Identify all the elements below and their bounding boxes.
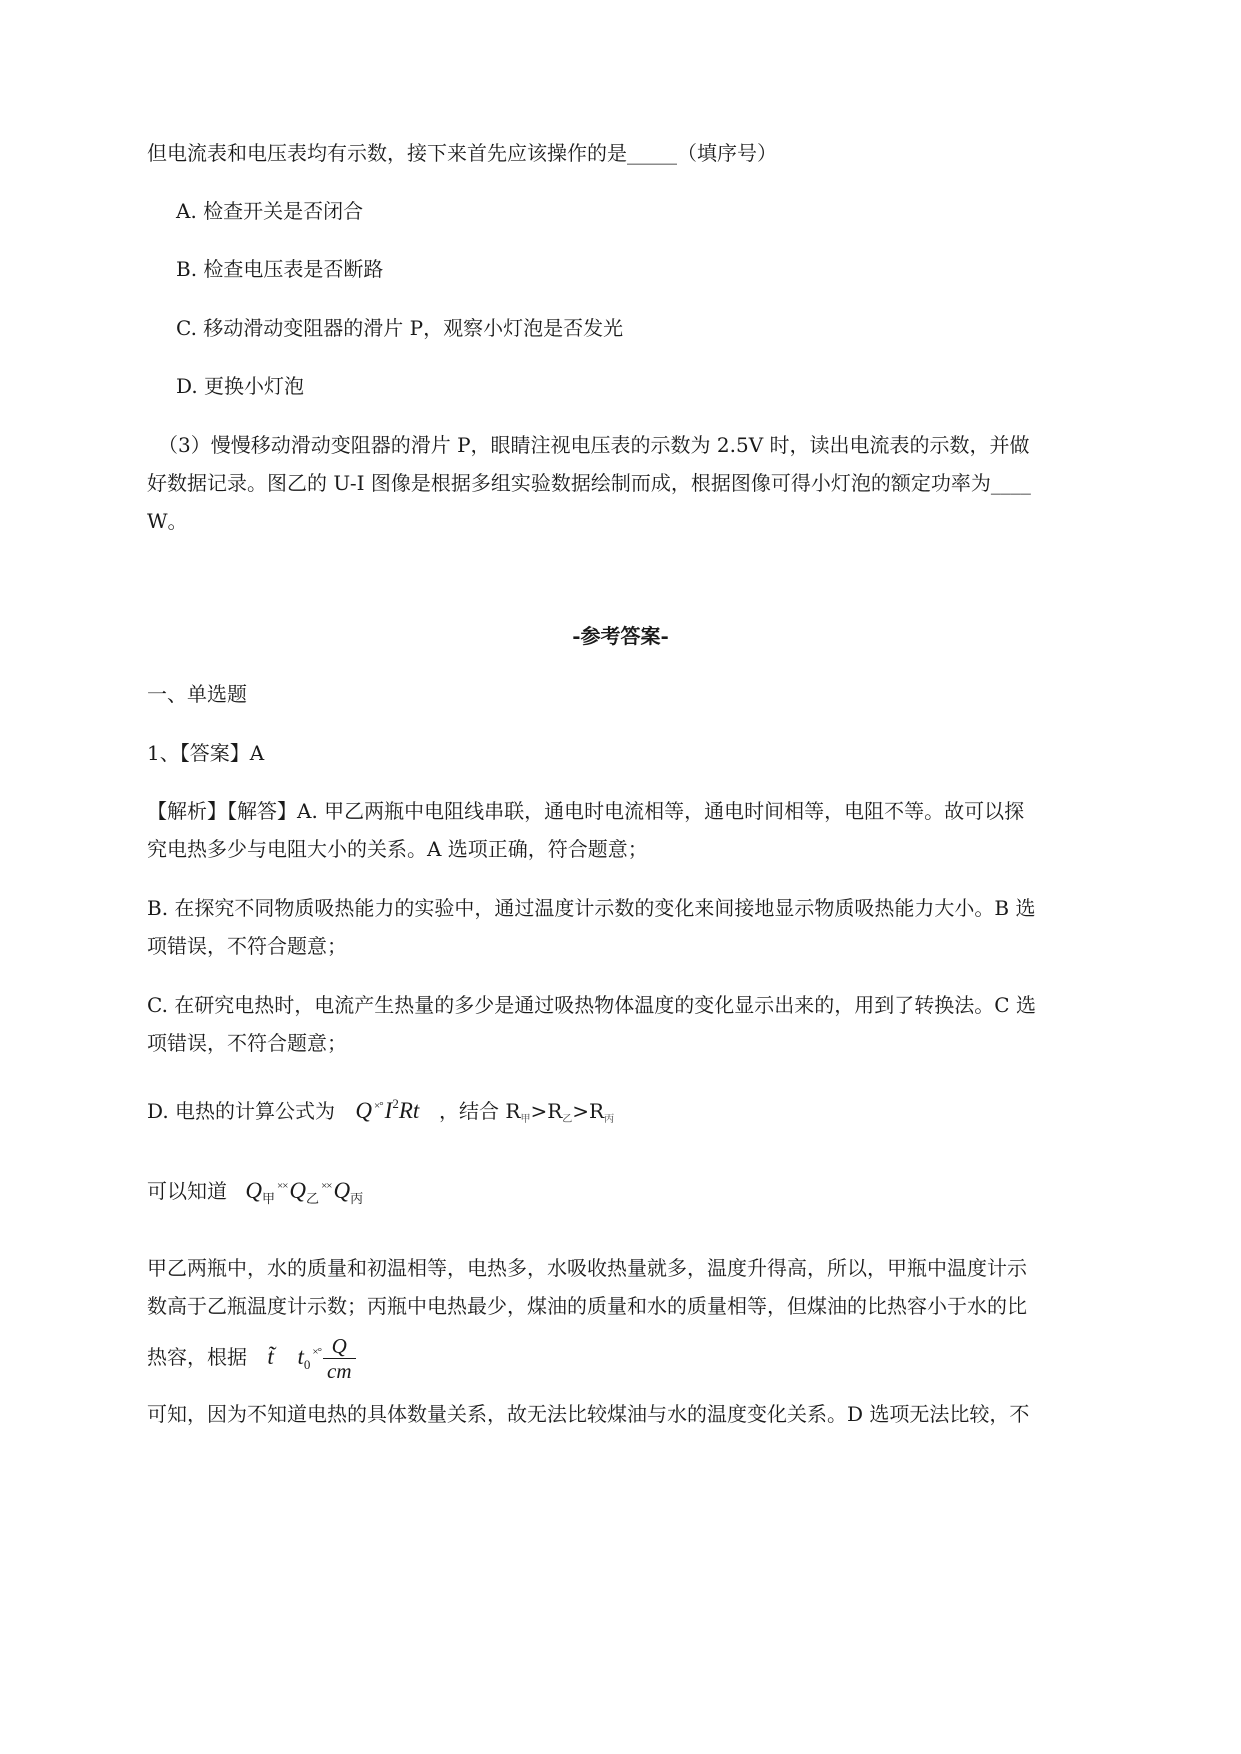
heat-formula xyxy=(355,1098,425,1123)
know-prefix: 可以知道 xyxy=(147,1179,227,1203)
option-c: C. 移动滑动变阻器的滑片 P，观察小灯泡是否发光 xyxy=(176,316,624,340)
t-initial-subscript: 0 xyxy=(303,1357,311,1372)
analysis-d-compare-1: >R xyxy=(530,1099,563,1123)
t-final: t̃ xyxy=(267,1344,274,1369)
option-d: D. 更换小灯泡 xyxy=(176,374,305,398)
analysis-b-line-2: 项错误，不符合题意； xyxy=(147,934,347,958)
question-3-line-1: （3）慢慢移动滑动变阻器的滑片 P，眼睛注视电压表的示数为 2.5V 时，读出电流表的示数，并做 xyxy=(158,433,1030,457)
formula-rt: Rt xyxy=(398,1098,420,1123)
analysis-c-line-2: 项错误，不符合题意； xyxy=(147,1031,347,1055)
analysis-d-combine: ，结合 R xyxy=(439,1099,521,1123)
answer-heading: -参考答案- xyxy=(572,624,669,648)
q-bing: Q xyxy=(333,1178,351,1203)
q-jia-subscript: 甲 xyxy=(261,1191,275,1206)
paragraph-3-prefix: 热容，根据 xyxy=(147,1345,247,1369)
question-3-line-2: 好数据记录。图乙的 U-I 图像是根据多组实验数据绘制而成，根据图像可得小灯泡的额定功率为____ xyxy=(147,471,1031,495)
q-yi: Q xyxy=(289,1178,307,1203)
analysis-a-line-2: 究电热多少与电阻大小的关系。A 选项正确，符合题意； xyxy=(147,837,648,861)
option-b: B. 检查电压表是否断路 xyxy=(176,257,384,281)
formula-i: I xyxy=(384,1098,393,1123)
conclusion-line: 可知，因为不知道电热的具体数量关系，故无法比较煤油与水的温度变化关系。D 选项无法比较，不 xyxy=(147,1402,1030,1426)
t-initial: t xyxy=(297,1344,304,1369)
formula-square: 2 xyxy=(392,1096,399,1111)
resistance-subscript-bing: 丙 xyxy=(604,1114,615,1125)
heat-comparison-formula xyxy=(245,1178,364,1206)
fraction-denominator: cm xyxy=(327,1359,352,1384)
fraction-numerator: Q xyxy=(323,1334,356,1359)
analysis-d-compare-2: >R xyxy=(572,1099,605,1123)
resistance-subscript-yi: 乙 xyxy=(562,1114,573,1125)
analysis-d-line xyxy=(147,1090,614,1134)
paragraph-line-3 xyxy=(147,1328,356,1389)
option-a: A. 检查开关是否闭合 xyxy=(176,199,364,223)
paragraph-line-2: 数高于乙瓶温度计示数；丙瓶中电热最少，煤油的质量和水的质量相等，但煤油的比热容小于水的比 xyxy=(147,1294,1027,1318)
temperature-mark: ×° xyxy=(312,1346,321,1358)
formula-equals-mark: ×° xyxy=(374,1100,383,1112)
q-yi-subscript: 乙 xyxy=(306,1191,320,1206)
paragraph-line-1: 甲乙两瓶中，水的质量和初温相等，电热多，水吸收热量就多，温度升得高，所以，甲瓶中温度计示 xyxy=(147,1256,1027,1280)
heat-fraction xyxy=(323,1334,356,1383)
analysis-b-line-1: B. 在探究不同物质吸热能力的实验中，通过温度计示数的变化来间接地显示物质吸热能力大小。B 选 xyxy=(147,896,1036,920)
q-jia: Q xyxy=(245,1178,262,1203)
analysis-a-line-1: 【解析】【解答】A. 甲乙两瓶中电阻线串联，通电时电流相等，通电时间相等，电阻不等。故可以探 xyxy=(147,799,1025,823)
formula-q: Q xyxy=(355,1098,373,1123)
temperature-formula xyxy=(267,1334,355,1384)
analysis-c-line-1: C. 在研究电热时，电流产生热量的多少是通过吸热物体温度的变化显示出来的，用到了转换法。C 选 xyxy=(147,993,1036,1017)
question-3-line-3: W。 xyxy=(147,509,188,533)
heat-comparison-line xyxy=(147,1172,363,1213)
question-continuation: 但电流表和电压表均有示数，接下来首先应该操作的是_____（填序号） xyxy=(147,141,777,165)
compare-mark-2: ×× xyxy=(321,1180,332,1192)
compare-mark-1: ×× xyxy=(277,1180,288,1192)
answer-1: 1、【答案】A xyxy=(147,741,265,765)
section-title: 一、单选题 xyxy=(147,682,247,706)
resistance-subscript-jia: 甲 xyxy=(520,1114,531,1125)
analysis-d-prefix: D. 电热的计算公式为 xyxy=(147,1099,336,1123)
q-bing-subscript: 丙 xyxy=(350,1191,364,1206)
